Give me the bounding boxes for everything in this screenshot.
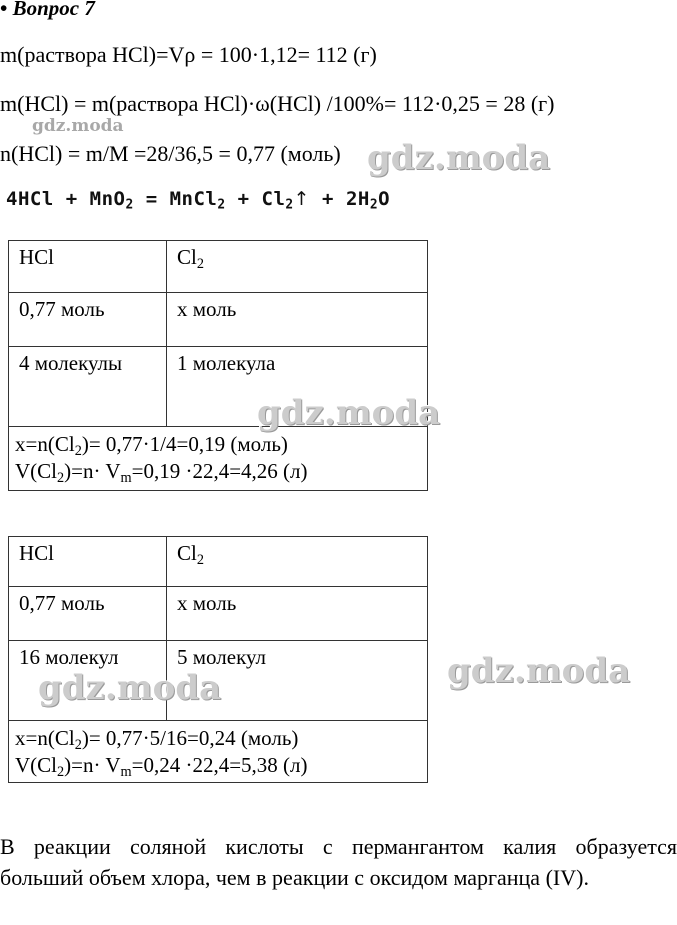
- calc-line-moles: $x=n(Cl_2)= 0,77\cdot 5/16=0,24$ (моль): [15, 726, 299, 753]
- watermark-logo: gdz.moda: [32, 116, 124, 136]
- plus-sign: +: [237, 188, 250, 210]
- formula-mass-hcl: m(HCl) = m(раствора HCl)·ω(HCl) /100%= 112·0,25 = 28 (г): [0, 91, 555, 116]
- gas-arrow-icon: ↑: [293, 188, 311, 210]
- reactant-mno2: MnO$_2$: [89, 188, 134, 213]
- formula-mass-solution: m(раствора HCl)=Vρ = 100·1,12= 112 (г): [0, 42, 377, 67]
- proportion-table-2: [8, 536, 428, 783]
- proportion-table-1: [8, 240, 428, 491]
- table-cell: $Cl_2$: [167, 241, 428, 293]
- watermark-logo: gdz.moda: [38, 668, 222, 708]
- table-cell: 5 молекул: [167, 641, 428, 721]
- plus-sign: +: [65, 188, 78, 210]
- table-cell: 16 молекул: [9, 641, 167, 721]
- table-header-row: [9, 537, 428, 587]
- table-row: [9, 293, 428, 347]
- table-cell: 0,77 моль: [9, 587, 167, 641]
- product-water: $2H_2O$: [345, 188, 391, 213]
- calc-line-moles: $x=n(Cl_2)= 0,77\cdot 1/4=0,19$ (моль): [15, 432, 288, 459]
- product-cl2: $Cl_2$: [261, 188, 294, 213]
- calc-line-volume: $V(Cl_2)=n\cdot V_m=0,24 \cdot 22,4=5,38$ (л): [15, 753, 308, 780]
- calculation-cell: [9, 427, 428, 491]
- table-calc-row: [9, 721, 428, 783]
- reaction-equation: [6, 188, 391, 213]
- watermark-logo: gdz.moda: [367, 138, 551, 178]
- question-heading: [0, 0, 95, 21]
- watermark-logo: gdz.moda: [257, 393, 441, 433]
- table-cell: 1 молекула: [167, 347, 428, 427]
- table-calc-row: [9, 427, 428, 491]
- table-cell: 4 молекулы: [9, 347, 167, 427]
- watermark-logo: gdz.moda: [447, 651, 631, 691]
- conclusion-line: В реакции соляной кислоты с пермангантом калия образуется: [0, 834, 677, 859]
- product-mncl2: MnCl$_2$: [169, 188, 226, 213]
- question-title: Вопрос 7: [12, 0, 95, 20]
- calc-line-volume: $V(Cl_2)=n\cdot V_m=0,19 \cdot 22,4=4,26$ (л): [15, 459, 308, 486]
- table-cell: HCl: [9, 537, 167, 587]
- table-cell: x моль: [167, 293, 428, 347]
- conclusion-line: больший объем хлора, чем в реакции с оксидом марганца (IV).: [0, 865, 589, 890]
- formula-moles-hcl: n(HCl) = m/M =28/36,5 = 0,77 (моль): [0, 141, 341, 166]
- conclusion-paragraph: [0, 831, 677, 893]
- calculation-cell: [9, 721, 428, 783]
- table-cell: HCl: [9, 241, 167, 293]
- table-row: [9, 587, 428, 641]
- table-cell: 0,77 моль: [9, 293, 167, 347]
- table-cell: x моль: [167, 587, 428, 641]
- table-header-row: [9, 241, 428, 293]
- equals-sign: =: [145, 188, 158, 210]
- reactant-hcl: 4HCl: [6, 188, 54, 210]
- table-cell: $Cl_2$: [167, 537, 428, 587]
- bullet-icon: •: [0, 0, 8, 20]
- plus-sign: +: [322, 188, 334, 210]
